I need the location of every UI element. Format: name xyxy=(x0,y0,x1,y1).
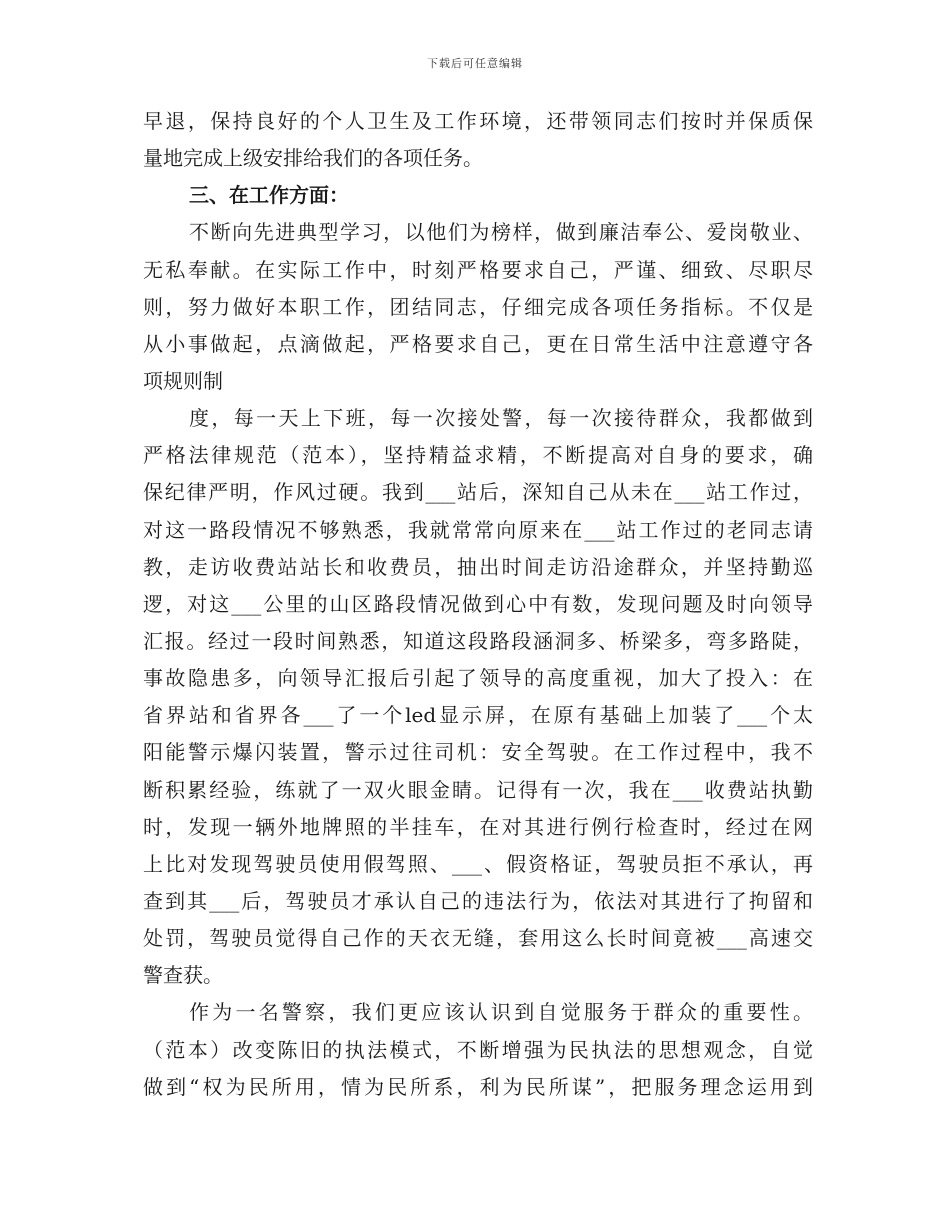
text-line: 事故隐患多，向领导汇报后引起了领导的高度重视，加大了投入：在 xyxy=(143,666,813,691)
text-line: 无私奉献。在实际工作中，时刻严格要求自己，严谨、细致、尽职尽 xyxy=(143,257,813,282)
text-line: 项规则制 xyxy=(143,368,223,393)
text-line: 严格法律规范（范本），坚持精益求精，不断提高对自身的要求，确 xyxy=(143,443,813,468)
text-line: （范本）改变陈旧的执法模式，不断增强为民执法的思想观念，自觉 xyxy=(143,1037,813,1062)
text-line: 处罚，驾驶员觉得自己作的天衣无缝，套用这么长时间竟被___高速交 xyxy=(143,926,813,951)
text-line: 阳能警示爆闪装置，警示过往司机：安全驾驶。在工作过程中，我不 xyxy=(143,740,813,765)
text-line: 断积累经验，练就了一双火眼金睛。记得有一次，我在___收费站执勤 xyxy=(143,777,813,802)
text-line: 则，努力做好本职工作，团结同志，仔细完成各项任务指标。不仅是 xyxy=(143,294,813,319)
text-line: 逻，对这___公里的山区路段情况做到心中有数，发现问题及时向领导 xyxy=(143,591,813,616)
text-line: 做到“权为民所用，情为民所系，利为民所谋”，把服务理念运用到 xyxy=(143,1074,813,1099)
text-line: 不断向先进典型学习，以他们为榜样，做到廉洁奉公、爱岗敬业、 xyxy=(189,220,813,245)
text-line: 从小事做起，点滴做起，严格要求自己，更在日常生活中注意遵守各 xyxy=(143,331,813,356)
text-line: 保纪律严明，作风过硬。我到___站后，深知自己从未在___站工作过， xyxy=(143,480,813,505)
document-body xyxy=(143,103,813,1106)
page-header: 下载后可任意编辑 xyxy=(427,57,523,70)
text-line: 省界站和省界各___了一个led显示屏，在原有基础上加装了___个太 xyxy=(143,703,813,728)
text-line: 度，每一天上下班，每一次接处警，每一次接待群众，我都做到 xyxy=(189,406,813,431)
text-line: 量地完成上级安排给我们的各项任务。 xyxy=(143,146,483,171)
text-line: 时，发现一辆外地牌照的半挂车，在对其进行例行检查时，经过在网 xyxy=(143,814,813,839)
text-line: 对这一路段情况不够熟悉，我就常常向原来在___站工作过的老同志请 xyxy=(143,517,813,542)
text-line: 上比对发现驾驶员使用假驾照、___、假资格证，驾驶员拒不承认，再 xyxy=(143,851,813,876)
text-line: 警查获。 xyxy=(143,963,223,988)
section-heading: 三、在工作方面： xyxy=(189,183,349,208)
text-line: 教，走访收费站站长和收费员，抽出时间走访沿途群众，并坚持勤巡 xyxy=(143,554,813,579)
text-line: 作为一名警察，我们更应该认识到自觉服务于群众的重要性。 xyxy=(189,1000,813,1025)
text-line: 查到其___后，驾驶员才承认自己的违法行为，依法对其进行了拘留和 xyxy=(143,888,813,913)
text-line: 汇报。经过一段时间熟悉，知道这段路段涵洞多、桥梁多，弯多路陡， xyxy=(143,628,813,653)
text-line: 早退，保持良好的个人卫生及工作环境，还带领同志们按时并保质保 xyxy=(143,109,813,133)
